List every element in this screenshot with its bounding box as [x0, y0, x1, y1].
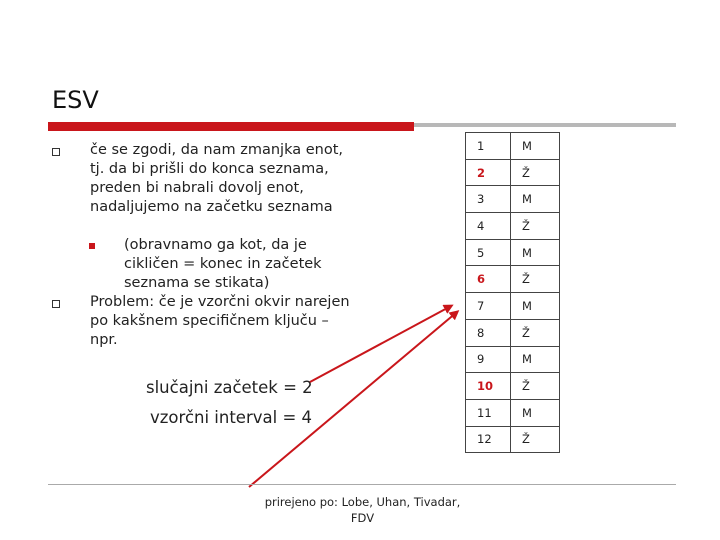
row-sex-cell: M: [511, 346, 560, 373]
row-number-cell: 3: [466, 186, 511, 213]
row-sex-cell: M: [511, 399, 560, 426]
row-sex-cell: M: [511, 239, 560, 266]
row-sex-cell: Ž: [511, 266, 560, 293]
sub-bullet-text: (obravnamo ga kot, da je cikličen = konec in začetek seznama se stikata): [124, 237, 322, 291]
row-sex-cell: Ž: [511, 426, 560, 453]
row-number-cell: 1: [466, 133, 511, 160]
footer-credit: [250, 494, 475, 526]
row-sex-cell: Ž: [511, 373, 560, 400]
footer-line-2: FDV: [350, 511, 375, 525]
row-number-cell: 6: [466, 266, 511, 293]
row-sex-cell: Ž: [511, 319, 560, 346]
footer-line-1: prirejeno po: Lobe, Uhan, Tivadar,: [264, 495, 461, 509]
row-number-cell: 5: [466, 239, 511, 266]
row-number-cell: 12: [466, 426, 511, 453]
row-sex-cell: M: [511, 186, 560, 213]
footer-rule: [48, 484, 676, 485]
bullet-text-1: če se zgodi, da nam zmanjka enot, tj. da bi prišli do konca seznama, preden bi nabrali dovolj enot, nadaljujemo na začetku seznama: [90, 142, 343, 215]
row-number-cell: 11: [466, 399, 511, 426]
row-sex-cell: M: [511, 293, 560, 320]
row-number-cell: 2: [466, 159, 511, 186]
row-number-cell: 9: [466, 346, 511, 373]
slide-title: ESV: [52, 86, 99, 114]
row-number-cell: 10: [466, 373, 511, 400]
bullet-text-2: Problem: če je vzorčni okvir narejen po kakšnem specifičnem ključu – npr.: [90, 294, 350, 348]
sampling-interval-label: vzorčni interval = 4: [150, 408, 313, 427]
random-start-label: slučajni začetek = 2: [146, 378, 313, 397]
row-sex-cell: Ž: [511, 213, 560, 240]
row-sex-cell: M: [511, 133, 560, 160]
row-sex-cell: Ž: [511, 159, 560, 186]
row-number-cell: 4: [466, 213, 511, 240]
arrow-random-start: [310, 306, 451, 382]
row-number-cell: 7: [466, 293, 511, 320]
arrow-interval: [249, 312, 457, 487]
row-number-cell: 8: [466, 319, 511, 346]
